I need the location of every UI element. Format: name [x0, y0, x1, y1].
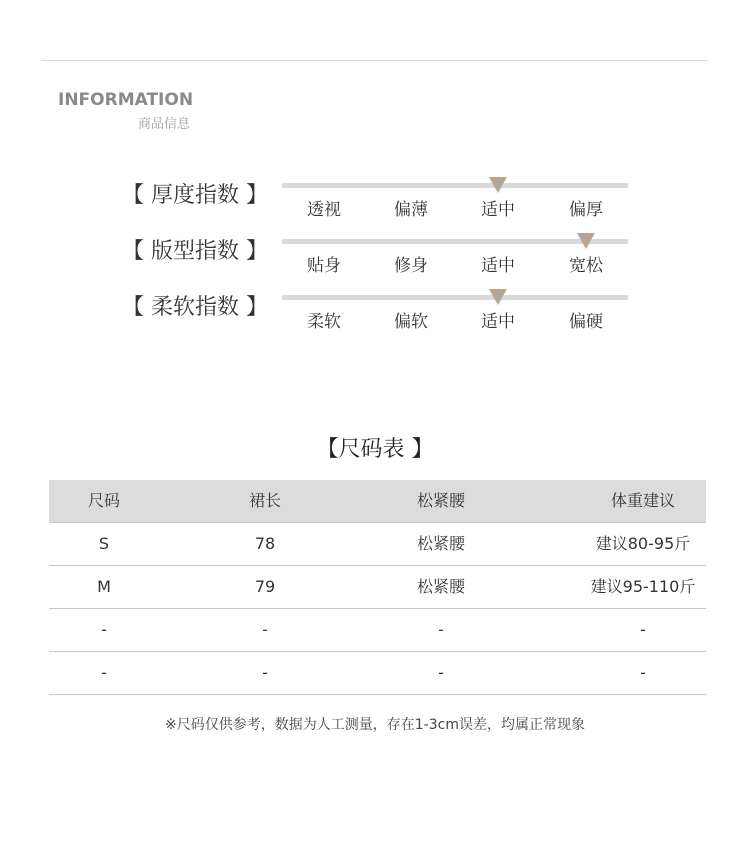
top-rule [42, 60, 708, 61]
table-cell: M [97, 577, 111, 596]
table-cell: - [101, 663, 107, 682]
column-header-size: 尺码 [87, 491, 120, 510]
index-label-softness: 【 柔软指数 】 [122, 295, 268, 320]
table-cell: - [262, 620, 268, 639]
table-cell: - [438, 620, 444, 639]
table-row [49, 609, 706, 652]
table-cell: 松紧腰 [416, 577, 465, 596]
column-header-waist: 松紧腰 [416, 491, 465, 510]
index-row-softness [0, 287, 750, 343]
index-row-thickness [0, 175, 750, 231]
size-table [49, 480, 706, 695]
index-option: 贴身 [307, 256, 341, 276]
index-row-fit [0, 231, 750, 287]
index-options [282, 312, 628, 332]
index-bar [282, 295, 628, 300]
table-cell: - [262, 663, 268, 682]
table-cell: - [640, 663, 646, 682]
index-option: 偏厚 [569, 200, 603, 220]
index-options [282, 256, 628, 276]
table-cell: S [98, 534, 110, 553]
index-label-fit: 【 版型指数 】 [122, 239, 268, 264]
index-option: 适中 [481, 312, 515, 332]
index-option: 透视 [307, 200, 341, 220]
index-bar [282, 183, 628, 188]
index-options [282, 200, 628, 220]
index-option: 适中 [481, 200, 515, 220]
triangle-marker-icon [489, 177, 507, 193]
size-table-title: 【尺码表 】 [316, 437, 434, 462]
table-row [49, 652, 706, 695]
index-label-thickness: 【 厚度指数 】 [122, 183, 268, 208]
index-option: 偏软 [394, 312, 428, 332]
table-cell: - [438, 663, 444, 682]
table-cell: 松紧腰 [416, 534, 465, 553]
index-option: 适中 [481, 256, 515, 276]
triangle-marker-icon [577, 233, 595, 249]
column-header-length: 裙长 [248, 491, 281, 510]
index-option: 宽松 [569, 256, 603, 276]
table-row [49, 566, 706, 609]
table-cell: 79 [254, 577, 276, 596]
table-cell: 78 [254, 534, 276, 553]
table-cell: - [640, 620, 646, 639]
triangle-marker-icon [489, 289, 507, 305]
index-option: 柔软 [307, 312, 341, 332]
column-header-weight: 体重建议 [610, 491, 675, 510]
table-cell: 建议80-95斤 [595, 534, 691, 553]
table-header-row [49, 480, 706, 523]
table-row [49, 523, 706, 566]
section-title-cn: 商品信息 [137, 117, 190, 132]
index-option: 修身 [394, 256, 428, 276]
index-option: 偏硬 [569, 312, 603, 332]
size-note: ※尺码仅供参考，数据为人工测量，存在1-3cm误差，均属正常现象 [165, 717, 585, 733]
index-option: 偏薄 [394, 200, 428, 220]
table-cell: - [101, 620, 107, 639]
table-cell: 建议95-110斤 [590, 577, 696, 596]
section-title-en: INFORMATION [58, 90, 194, 110]
